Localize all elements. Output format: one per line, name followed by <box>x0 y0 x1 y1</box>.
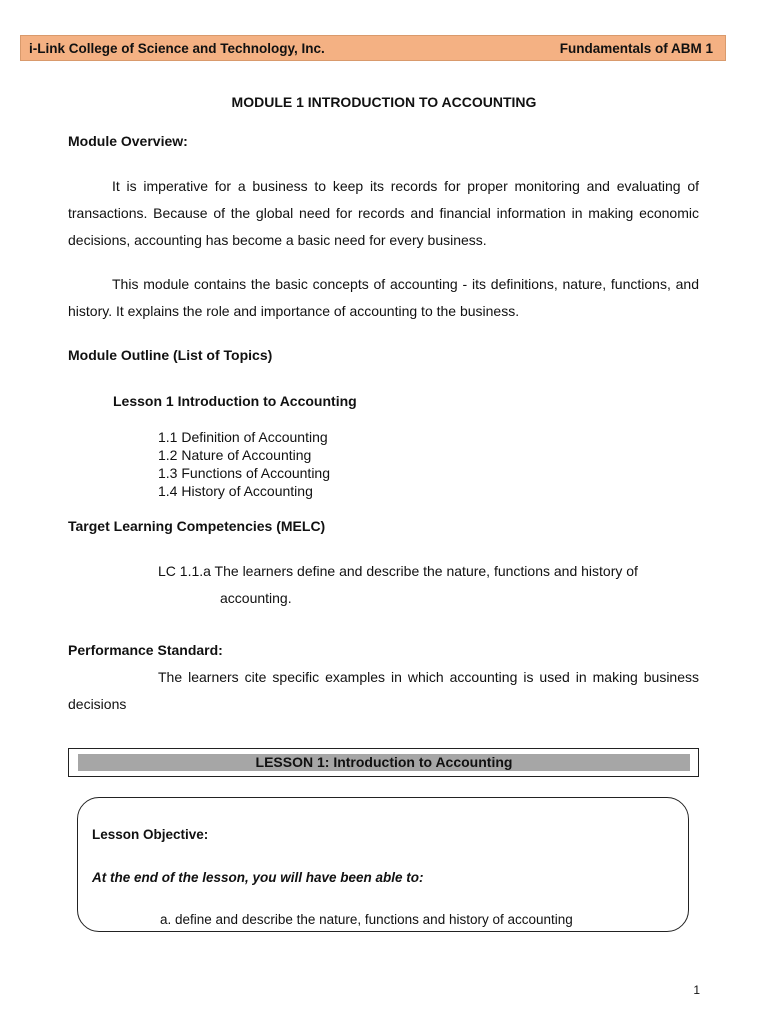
overview-paragraph-2 <box>68 271 699 325</box>
overview-heading: Module Overview: <box>68 133 188 149</box>
lesson-banner <box>68 748 699 777</box>
lesson-banner-title: LESSON 1: Introduction to Accounting <box>78 754 690 771</box>
topic-item: 1.2 Nature of Accounting <box>158 447 312 463</box>
header-bar <box>20 35 726 61</box>
page-number: 1 <box>693 983 700 997</box>
topic-item: 1.4 History of Accounting <box>158 483 313 499</box>
performance-text-content: The learners cite specific examples in which accounting is used in making business decisions <box>68 669 699 712</box>
topic-item: 1.3 Functions of Accounting <box>158 465 330 481</box>
lesson-1-title: Lesson 1 Introduction to Accounting <box>113 393 357 409</box>
competencies-heading: Target Learning Competencies (MELC) <box>68 518 326 534</box>
performance-text <box>68 664 699 718</box>
lesson-objective-box <box>77 797 689 932</box>
topic-list <box>158 428 330 500</box>
overview-paragraph-1 <box>68 173 699 254</box>
module-title: MODULE 1 INTRODUCTION TO ACCOUNTING <box>231 94 537 110</box>
competency-lc-line-2: accounting. <box>220 590 292 606</box>
objective-intro: At the end of the lesson, you will have been able to: <box>92 870 424 885</box>
objective-heading: Lesson Objective: <box>92 827 209 842</box>
competency-lc-line-1: LC 1.1.a The learners define and describe the nature, functions and history of <box>158 563 638 579</box>
outline-heading: Module Outline (List of Topics) <box>68 347 273 363</box>
topic-item: 1.1 Definition of Accounting <box>158 429 328 445</box>
objective-item-a: a. define and describe the nature, functions and history of accounting <box>160 912 573 927</box>
header-school-name: i-Link College of Science and Technology, Inc. <box>29 40 325 56</box>
overview-paragraph-1-text: It is imperative for a business to keep its records for proper monitoring and evaluating of transactions. Because of the global need for records and financial information in making economic decisions, accounting has become a basic need for every business. <box>68 178 699 248</box>
header-course-name: Fundamentals of ABM 1 <box>559 40 713 56</box>
overview-paragraph-2-text: This module contains the basic concepts of accounting - its definitions, nature, functions, and history. It explains the role and importance of accounting to the business. <box>68 276 699 319</box>
performance-heading: Performance Standard: <box>68 642 223 658</box>
